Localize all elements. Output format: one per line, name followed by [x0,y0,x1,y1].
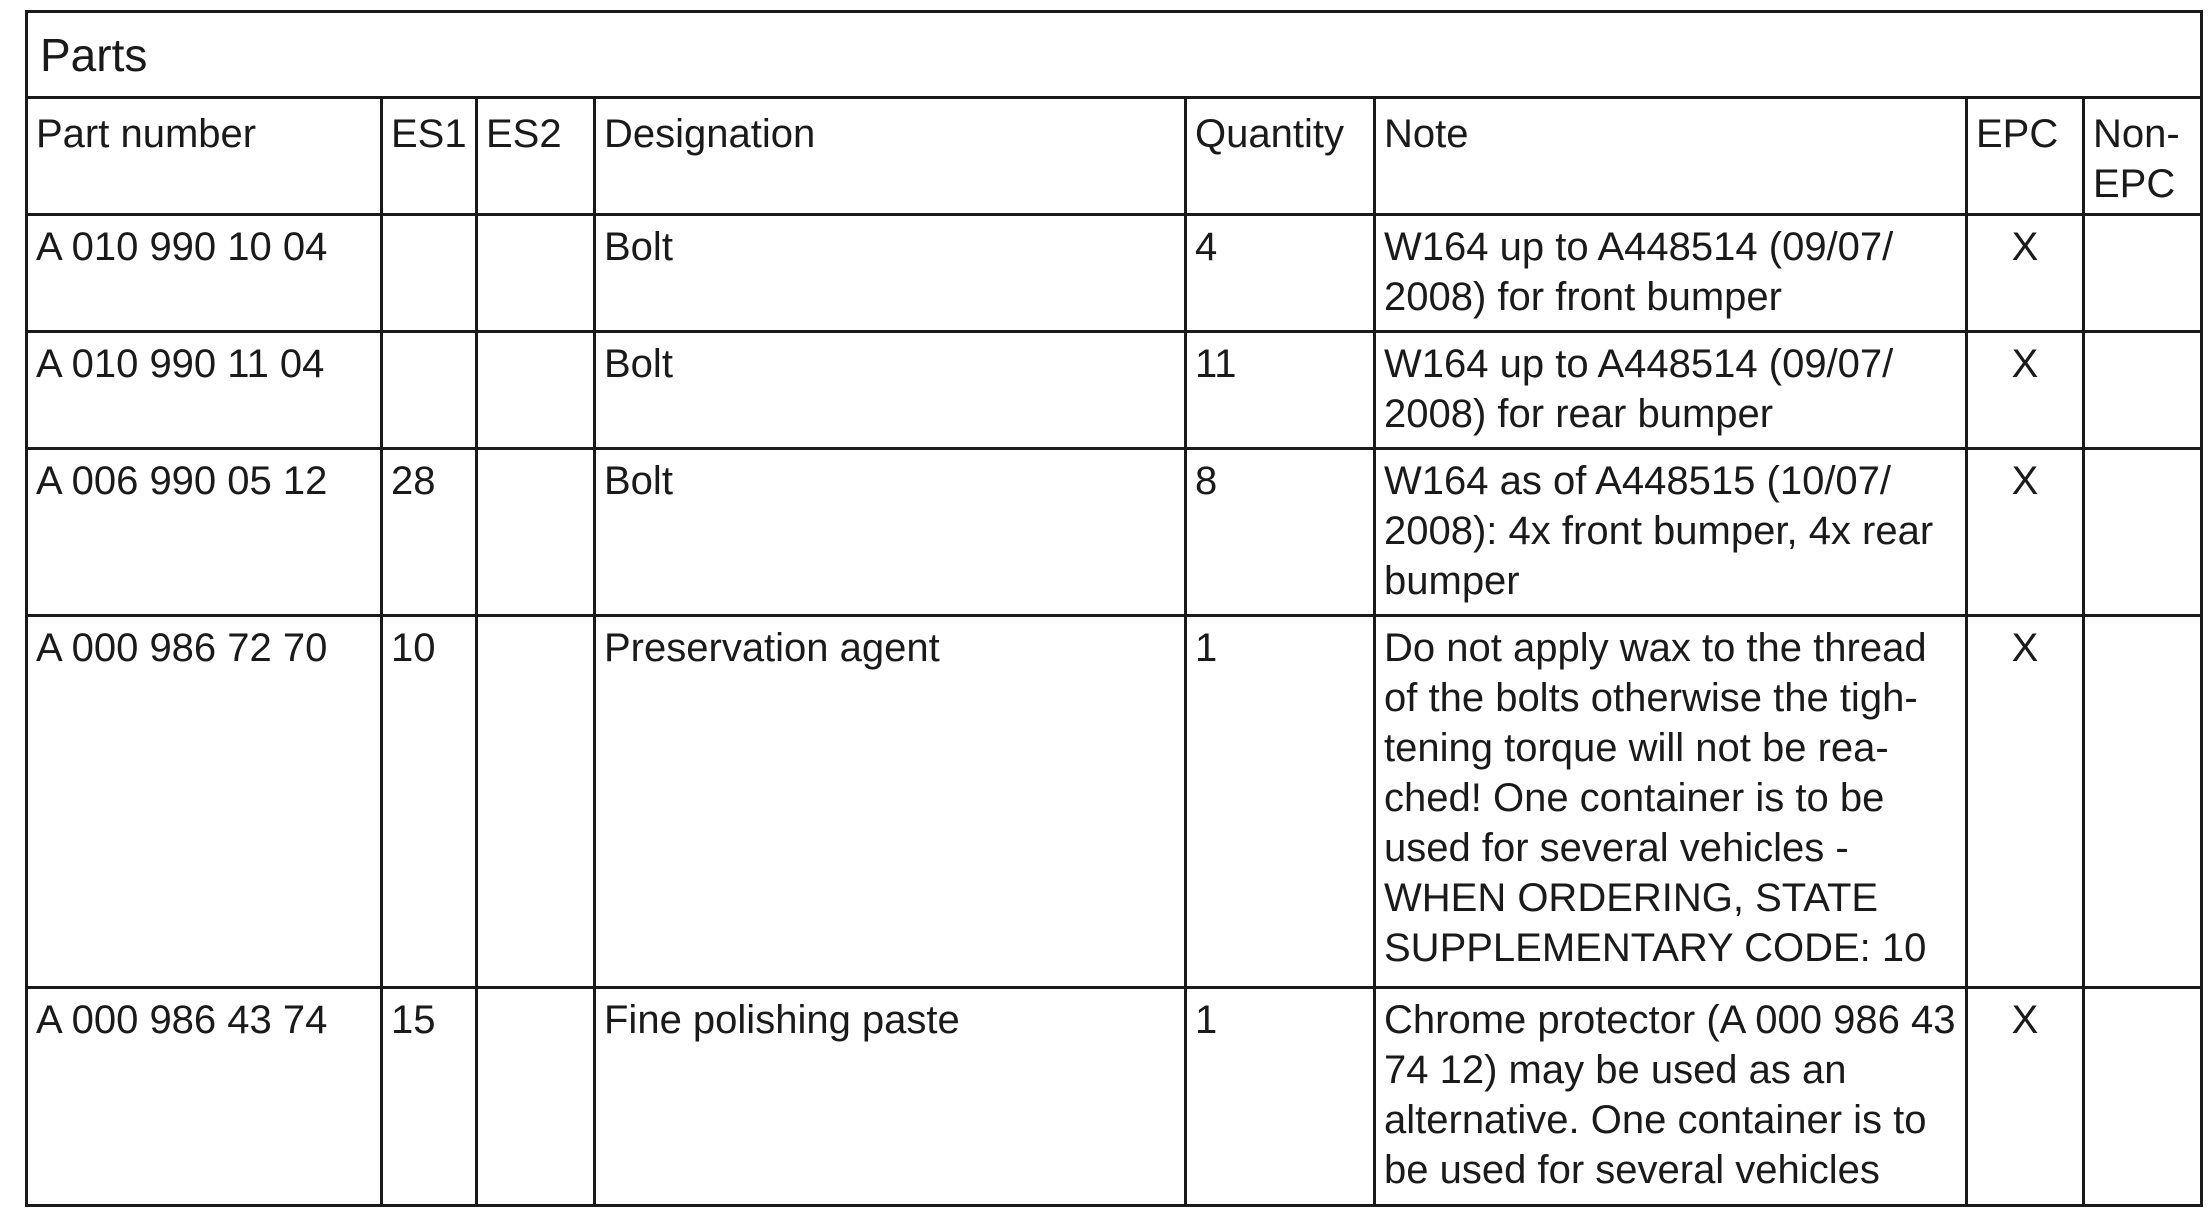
note-cell: W164 up to A448514 (09/07/ 2008) for rear bumper [1375,332,1967,449]
table-row [27,988,2202,1206]
quantity-cell: 1 [1186,616,1375,988]
table-row [27,616,2202,988]
es2-cell [477,215,595,332]
column-header-epc: EPC [1967,98,2084,215]
part-number-cell: A 000 986 72 70 [27,616,382,988]
es1-cell: 15 [382,988,477,1206]
epc-cell: X [1967,616,2084,988]
note-cell: W164 as of A448515 (10/07/ 2008): 4x front bumper, 4x rear bumper [1375,449,1967,616]
column-header-es1: ES1 [382,98,477,215]
designation-cell: Bolt [595,332,1186,449]
column-header-es2: ES2 [477,98,595,215]
es2-cell [477,616,595,988]
es2-cell [477,332,595,449]
es1-cell [382,332,477,449]
quantity-cell: 8 [1186,449,1375,616]
epc-cell: X [1967,988,2084,1206]
quantity-cell: 4 [1186,215,1375,332]
epc-cell: X [1967,449,2084,616]
es1-cell: 10 [382,616,477,988]
non-epc-cell [2084,616,2202,988]
table-row [27,449,2202,616]
es1-cell [382,215,477,332]
designation-cell: Preservation agent [595,616,1186,988]
part-number-cell: A 010 990 10 04 [27,215,382,332]
epc-cell: X [1967,332,2084,449]
column-header-part-number: Part number [27,98,382,215]
table-title: Parts [27,12,2202,98]
quantity-cell: 11 [1186,332,1375,449]
part-number-cell: A 000 986 43 74 [27,988,382,1206]
non-epc-cell [2084,449,2202,616]
column-header-note: Note [1375,98,1967,215]
es2-cell [477,449,595,616]
designation-cell: Bolt [595,449,1186,616]
non-epc-cell [2084,215,2202,332]
designation-cell: Fine polishing paste [595,988,1186,1206]
note-cell: Do not apply wax to the thread of the bolts otherwise the tigh- tening torque will not be rea- ched! One container is to be used for several vehicles - WHEN ORDERING, STATE SUPPLEMENTARY CODE: 10 [1375,616,1967,988]
es1-cell: 28 [382,449,477,616]
header-row [27,98,2202,215]
part-number-cell: A 006 990 05 12 [27,449,382,616]
column-header-designation: Designation [595,98,1186,215]
non-epc-cell [2084,332,2202,449]
table-row [27,332,2202,449]
non-epc-cell [2084,988,2202,1206]
column-header-non-epc: Non-EPC [2084,98,2202,215]
designation-cell: Bolt [595,215,1186,332]
parts-table [25,10,2203,1207]
epc-cell: X [1967,215,2084,332]
note-cell: Chrome protector (A 000 986 43 74 12) may be used as an alternative. One container is to be used for several vehicles [1375,988,1967,1206]
note-cell: W164 up to A448514 (09/07/ 2008) for front bumper [1375,215,1967,332]
part-number-cell: A 010 990 11 04 [27,332,382,449]
table-row [27,215,2202,332]
column-header-quantity: Quantity [1186,98,1375,215]
es2-cell [477,988,595,1206]
quantity-cell: 1 [1186,988,1375,1206]
